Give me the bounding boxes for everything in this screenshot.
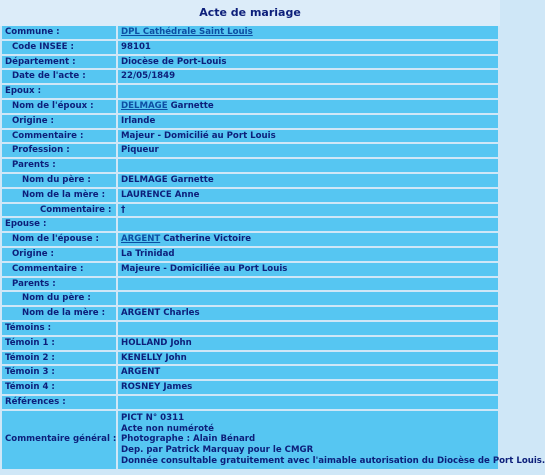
row-nom-epoux (2, 100, 498, 113)
value-temoin2: KENELLY John (118, 352, 498, 365)
row-mere-epouse (2, 307, 498, 320)
page-title: Acte de mariage (0, 0, 500, 26)
value-temoins (118, 322, 498, 335)
value-parents-epoux (118, 159, 498, 172)
label-origine-epouse: Origine : (2, 248, 116, 261)
label-temoin1: Témoin 1 : (2, 337, 116, 350)
value-mere-epoux: LAURENCE Anne (118, 189, 498, 202)
label-nom-epouse: Nom de l'épouse : (2, 233, 116, 246)
row-epoux (2, 85, 498, 98)
label-temoins: Témoins : (2, 322, 116, 335)
value-origine-epouse: La Trinidad (118, 248, 498, 261)
value-temoin1: HOLLAND John (118, 337, 498, 350)
row-commentaire-epouse (2, 263, 498, 276)
value-insee: 98101 (118, 41, 498, 54)
epouse-firstname: Catherine Victoire (160, 234, 252, 245)
value-epouse (118, 218, 498, 231)
value-parents-epouse (118, 278, 498, 291)
label-epoux: Epoux : (2, 85, 116, 98)
value-nom-epouse (118, 233, 498, 246)
row-temoin3 (2, 366, 498, 379)
label-origine-epoux: Origine : (2, 115, 116, 128)
row-commentaire-general (2, 411, 498, 469)
label-profession: Profession : (2, 144, 116, 157)
row-temoin1 (2, 337, 498, 350)
row-temoins (2, 322, 498, 335)
label-commentaire-general: Commentaire général : (2, 411, 116, 469)
comment-line-4: Dep. par Patrick Marquay pour le CMGR (121, 445, 314, 456)
commune-link[interactable]: DPL Cathédrale Saint Louis (121, 27, 253, 37)
row-departement (2, 56, 498, 69)
row-pere-epoux (2, 174, 498, 187)
label-parents-epouse: Parents : (2, 278, 116, 291)
comment-line-2: Acte non numéroté (121, 423, 214, 434)
label-pere-epoux: Nom du père : (2, 174, 116, 187)
comment-line-1: PICT N° 0311 (121, 412, 185, 423)
row-profession (2, 144, 498, 157)
label-epouse: Epouse : (2, 218, 116, 231)
value-temoin4: ROSNEY James (118, 381, 498, 394)
label-commentaire-epouse: Commentaire : (2, 263, 116, 276)
row-insee (2, 41, 498, 54)
row-temoin4 (2, 381, 498, 394)
row-date (2, 70, 498, 83)
value-profession: Piqueur (118, 144, 498, 157)
value-commentaire-epoux: Majeur - Domicilié au Port Louis (118, 130, 498, 143)
row-temoin2 (2, 352, 498, 365)
comment-line-3: Photographe : Alain Bénard (121, 434, 256, 445)
label-commentaire-parents: Commentaire : (2, 204, 116, 217)
label-nom-epoux: Nom de l'époux : (2, 100, 116, 113)
label-commentaire-epoux: Commentaire : (2, 130, 116, 143)
label-date: Date de l'acte : (2, 70, 116, 83)
value-commentaire-general (118, 411, 545, 469)
value-references (118, 396, 498, 409)
record-table (0, 24, 545, 471)
value-epoux (118, 85, 498, 98)
comment-line-5: Donnée consultable gratuitement avec l'aimable autorisation du Diocèse de Port Louis. (121, 455, 545, 466)
row-commune (2, 26, 498, 39)
label-references: Références : (2, 396, 116, 409)
label-insee: Code INSEE : (2, 41, 116, 54)
label-temoin3: Témoin 3 : (2, 366, 116, 379)
value-mere-epouse: ARGENT Charles (118, 307, 498, 320)
row-epouse (2, 218, 498, 231)
value-pere-epoux: DELMAGE Garnette (118, 174, 498, 187)
label-temoin4: Témoin 4 : (2, 381, 116, 394)
row-commentaire-epoux (2, 130, 498, 143)
row-origine-epouse (2, 248, 498, 261)
row-references (2, 396, 498, 409)
value-origine-epoux: Irlande (118, 115, 498, 128)
epouse-surname-link[interactable]: ARGENT (121, 234, 161, 245)
row-parents-epoux (2, 159, 498, 172)
value-departement: Diocèse de Port-Louis (118, 56, 498, 69)
value-commentaire-epouse: Majeure - Domiciliée au Port Louis (118, 263, 498, 276)
label-departement: Département : (2, 56, 116, 69)
row-pere-epouse (2, 292, 498, 305)
epoux-firstname: Garnette (167, 100, 214, 111)
row-nom-epouse (2, 233, 498, 246)
row-mere-epoux (2, 189, 498, 202)
label-parents-epoux: Parents : (2, 159, 116, 172)
row-commentaire-parents (2, 204, 498, 217)
label-temoin2: Témoin 2 : (2, 352, 116, 365)
row-origine-epoux (2, 115, 498, 128)
value-temoin3: ARGENT (118, 366, 498, 379)
label-mere-epoux: Nom de la mère : (2, 189, 116, 202)
value-nom-epoux (118, 100, 498, 113)
value-commentaire-parents: † (118, 204, 498, 217)
epoux-surname-link[interactable]: DELMAGE (121, 100, 168, 111)
value-pere-epouse (118, 292, 498, 305)
value-date: 22/05/1849 (118, 70, 498, 83)
value-commune (118, 26, 498, 39)
label-mere-epouse: Nom de la mère : (2, 307, 116, 320)
label-commune: Commune : (2, 26, 116, 39)
label-pere-epouse: Nom du père : (2, 292, 116, 305)
row-parents-epouse (2, 278, 498, 291)
